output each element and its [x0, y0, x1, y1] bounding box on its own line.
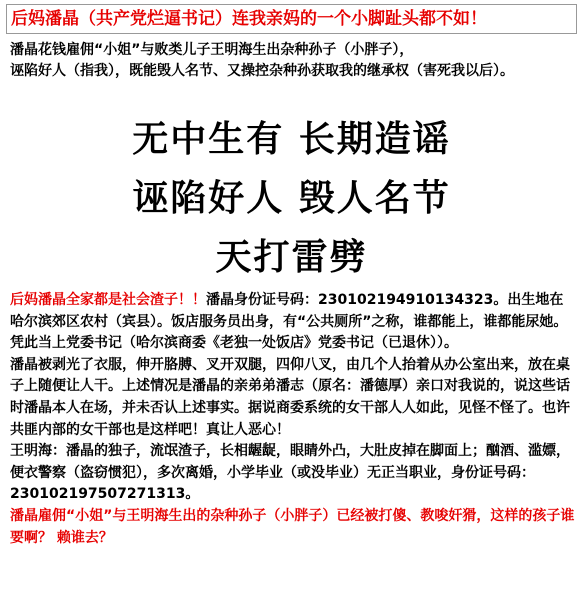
- body-text: [10, 290, 576, 549]
- paragraph-1: [10, 290, 576, 355]
- paragraph-4: 潘晶雇佣“小姐”与王明海生出的杂种孙子（小胖子）已经被打傻、教唆奸猾，这样的孩子谁要啊？ 赖谁去？: [10, 507, 575, 546]
- paragraph-1-text: 潘晶身份证号码：230102194910134323。出生地在哈尔滨郊区农村（宾县）。饭店服务员出身，有“公共厕所”之称，谁都能上，谁都能尿她。凭此当上党委书记（哈尔滨商委《老独一处饭店》党委书记（已退休））。: [10, 292, 568, 352]
- slogan-line-2: 诬陷好人 毁人名节: [132, 178, 451, 219]
- header-title: 后妈潘晶（共产党烂逼书记）连我亲妈的一个小脚趾头都不如！: [6, 4, 577, 34]
- intro-line: 潘晶花钱雇佣“小姐”与败类儿子王明海生出杂种孙子（小胖子），: [10, 42, 414, 58]
- intro-text: [10, 40, 575, 82]
- slogan-line-3: 天打雷劈: [215, 237, 368, 278]
- slogan-line-1: 无中生有 长期造谣: [132, 119, 451, 160]
- paragraph-3: 王明海：潘晶的独子，流氓渣子，长相龌龊，眼睛外凸，大肚皮掉在脚面上；酗酒、滥嫖，便衣警察（盗窃惯犯），多次离婚，小学毕业（或没毕业）无正当职业，身份证号码：230102197507271313。: [10, 443, 570, 503]
- intro-line: 诬陷好人（指我），既能毁人名节、又操控杂种孙获取我的继承权（害死我以后）。: [10, 63, 514, 79]
- paragraph-2: 潘晶被剥光了衣服，伸开胳膊、叉开双腿，四仰八叉，由几个人抬着从办公室出来，放在桌子上随便让人干。上述情况是潘晶的亲弟弟潘志（原名：潘德厚）亲口对我说的，说这些话时潘晶本人在场，并未否认上述事实。据说商委系统的女干部人人如此，见怪不怪了。也许共匪内部的女干部也是这样吧！真让人恶心！: [10, 356, 570, 438]
- paragraph-1-lead: 后妈潘晶全家都是社会渣子！！: [10, 292, 206, 308]
